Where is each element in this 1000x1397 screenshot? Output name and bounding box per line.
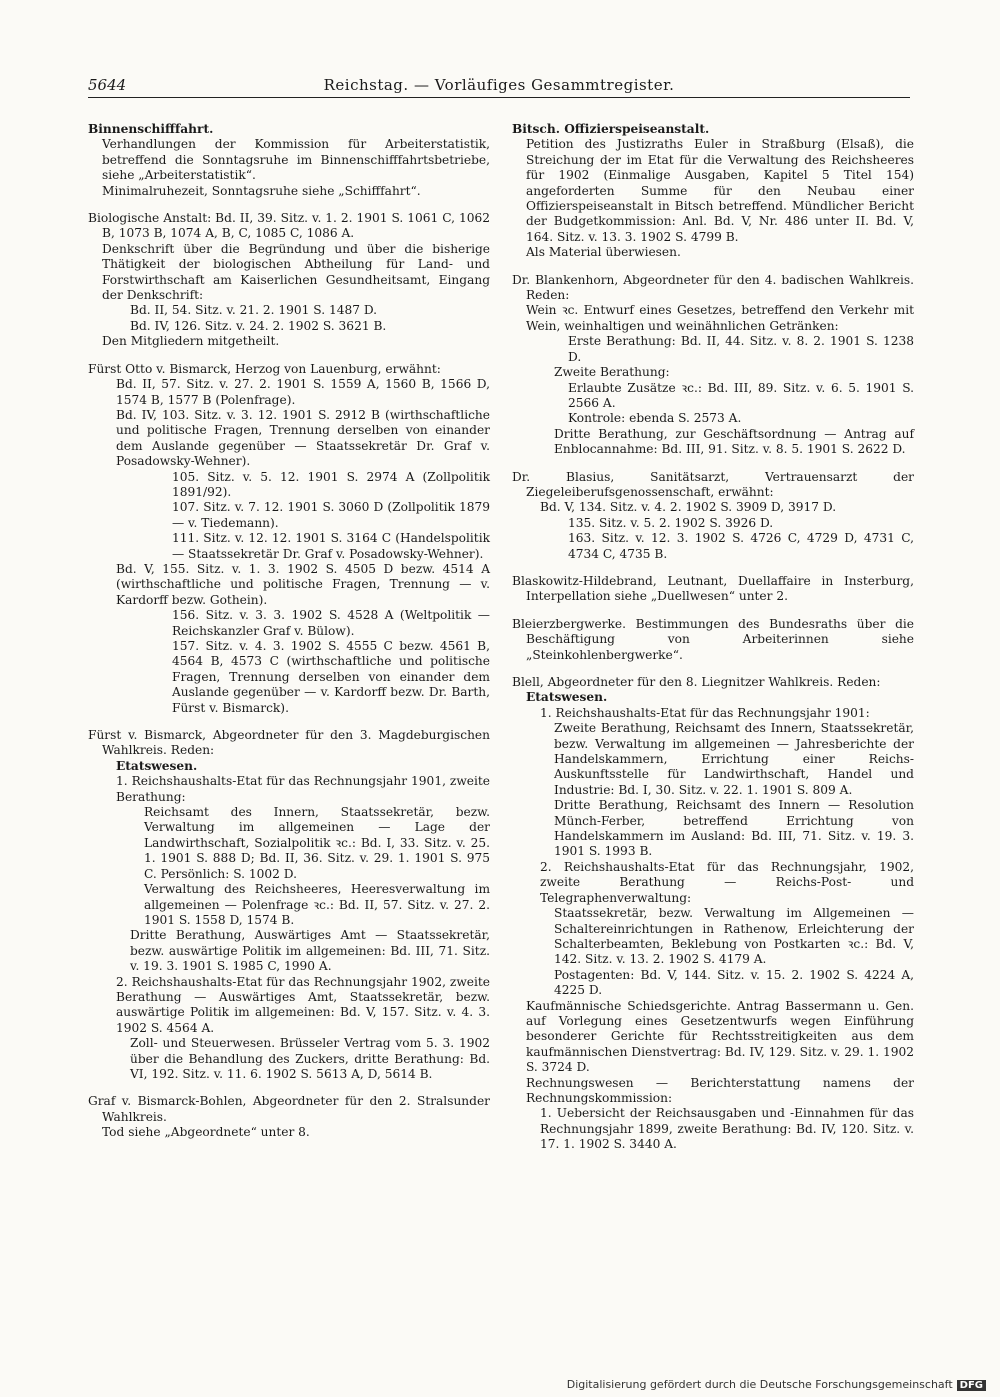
index-entry-line: Etatswesen. xyxy=(116,758,198,773)
index-entry-line: Dritte Berathung, Auswärtiges Amt — Staatssekretär, bezw. auswärtige Politik im allgemeinen: Bd. III, 71. Sitz. v. 19. 3. 1901 S. 1985 C, 1990 A. xyxy=(130,928,490,974)
index-entry-line: Bleierzbergwerke. Bestimmungen des Bundesraths über die Beschäftigung von Arbeiterinnen siehe „Steinkohlenbergwerke“. xyxy=(512,616,914,662)
index-entry-line: Wein ꝛc. Entwurf eines Gesetzes, betreffend den Verkehr mit Wein, weinhaltigen und weinähnlichen Getränken: xyxy=(526,303,914,333)
index-entry-line: Erste Berathung: Bd. II, 44. Sitz. v. 8. 2. 1901 S. 1238 D. xyxy=(568,334,914,364)
header-rule xyxy=(88,97,910,98)
index-entry-line: Rechnungswesen — Berichterstattung namens der Rechnungskommission: xyxy=(526,1075,914,1105)
index-entry-line: Biologische Anstalt: Bd. II, 39. Sitz. v. 1. 2. 1901 S. 1061 C, 1062 B, 1073 B, 1074 A, B, C, 1085 C, 1086 A. xyxy=(88,211,490,241)
index-entry-line: Verhandlungen der Kommission für Arbeiterstatistik, betreffend die Sonntagsruhe im Binnenschifffahrtsbetriebe, siehe „Arbeiterstatistik“. xyxy=(102,137,490,183)
index-entry-line: Binnenschifffahrt. xyxy=(88,122,214,136)
index-entry-line: Postagenten: Bd. V, 144. Sitz. v. 15. 2. 1902 S. 4224 A, 4225 D. xyxy=(554,967,914,998)
footer-text: Digitalisierung gefördert durch die Deutsche Forschungsgemeinschaft xyxy=(566,1378,953,1391)
index-entry-line: Den Mitgliedern mitgetheilt. xyxy=(102,334,280,349)
index-entry-line: Als Material überwiesen. xyxy=(526,245,681,260)
index-entry-line: 135. Sitz. v. 5. 2. 1902 S. 3926 D. xyxy=(568,515,774,530)
index-entry-line: Kontrole: ebenda S. 2573 A. xyxy=(568,411,742,426)
index-entry-line: Bd. II, 57. Sitz. v. 27. 2. 1901 S. 1559 A, 1560 B, 1566 D, 1574 B, 1577 B (Polenfrage). xyxy=(116,377,490,407)
footer-credit xyxy=(567,1378,986,1391)
index-entry-line: Reichsamt des Innern, Staatssekretär, bezw. Verwaltung im allgemeinen — Lage der Landwirthschaft, Sozialpolitik ꝛc.: Bd. I, 33. Sitz. v. 25. 1. 1901 S. 888 D; Bd. II, 36. Sitz. v. 29. 1. 1901 S. 975 C. Persönlich: S. 1002 D. xyxy=(144,805,490,881)
index-entry-line: Bd. IV, 103. Sitz. v. 3. 12. 1901 S. 2912 B (wirthschaftliche und politische Fragen, Trennung derselben von einander dem Auslande gegenüber — Staatssekretär Dr. Graf v. Posadowsky-Wehner). xyxy=(116,407,490,469)
dfg-logo: DFG xyxy=(957,1380,986,1391)
index-entry-line: Minimalruhezeit, Sonntagsruhe siehe „Schifffahrt“. xyxy=(102,183,421,198)
index-entry-line: Zweite Berathung: xyxy=(554,365,670,380)
index-entry-line: Graf v. Bismarck-Bohlen, Abgeordneter für den 2. Stralsunder Wahlkreis. xyxy=(88,1094,490,1124)
index-entry-line: Dritte Berathung, zur Geschäftsordnung — Antrag auf Enblocannahme: Bd. III, 91. Sitz. v. 8. 5. 1901 S. 2622 D. xyxy=(554,426,914,457)
index-entry-line: Bd. IV, 126. Sitz. v. 24. 2. 1902 S. 3621 B. xyxy=(130,318,387,333)
index-entry-line: 1. Reichshaushalts-Etat für das Rechnungsjahr 1901, zweite Berathung: xyxy=(116,774,490,804)
index-entry-line: Tod siehe „Abgeordnete“ unter 8. xyxy=(102,1125,310,1140)
index-entry-line: Petition des Justizraths Euler in Straßburg (Elsaß), die Streichung der im Etat für die Verwaltung des Reichsheeres für 1902 (Einmalige Ausgaben, Kapitel 5 Titel 154) angeforderten Summe für den Neubau einer Offizierspeiseanstalt in Bitsch betreffend. Mündlicher Bericht der Budgetkommission: Anl. Bd. V, Nr. 486 unter II. Bd. V, 164. Sitz. v. 13. 3. 1902 S. 4799 B. xyxy=(526,137,914,244)
index-entry-line: 1. Uebersicht der Reichsausgaben und -Einnahmen für das Rechnungsjahr 1899, zweite Berathung: Bd. IV, 120. Sitz. v. 17. 1. 1902 S. 3440 A. xyxy=(540,1106,914,1152)
left-column xyxy=(88,122,490,1141)
index-entry-line: Dr. Blasius, Sanitätsarzt, Vertrauensarzt der Ziegeleiberufsgenossenschaft, erwähnt: xyxy=(512,469,914,499)
index-entry-line: 105. Sitz. v. 5. 12. 1901 S. 2974 A (Zollpolitik 1891/92). xyxy=(172,469,490,499)
index-entry-line: Zweite Berathung, Reichsamt des Innern, Staatssekretär, bezw. Verwaltung im allgemeinen — Jahresberichte der Handelskammern, Errichtung einer Reichs-Auskunftsstelle für Landwirthschaft, Handel und Industrie: Bd. I, 30. Sitz. v. 22. 1. 1901 S. 809 A. xyxy=(554,721,914,797)
index-entry-line: 111. Sitz. v. 12. 12. 1901 S. 3164 C (Handelspolitik — Staatssekretär Dr. Graf v. Posadowsky-Wehner). xyxy=(172,531,490,561)
index-entry-line: Blell, Abgeordneter für den 8. Liegnitzer Wahlkreis. Reden: xyxy=(512,675,881,689)
index-entry-line: Blaskowitz-Hildebrand, Leutnant, Duellaffaire in Insterburg, Interpellation siehe „Duellwesen“ unter 2. xyxy=(512,573,914,604)
index-entry-line: 2. Reichshaushalts-Etat für das Rechnungsjahr, 1902, zweite Berathung — Reichs-Post- und Telegraphenverwaltung: xyxy=(540,859,914,905)
index-entry-line: Fürst v. Bismarck, Abgeordneter für den 3. Magdeburgischen Wahlkreis. Reden: xyxy=(88,728,490,758)
index-entry-line: Fürst Otto v. Bismarck, Herzog von Lauenburg, erwähnt: xyxy=(88,361,441,376)
index-entry-line: Denkschrift über die Begründung und über die bisherige Thätigkeit der biologischen Abtheilung für Land- und Forstwirthschaft am Kaiserlichen Gesundheitsamt, Eingang der Denkschrift: xyxy=(102,241,490,303)
index-entry-line: 156. Sitz. v. 3. 3. 1902 S. 4528 A (Weltpolitik — Reichskanzler Graf v. Bülow). xyxy=(172,608,490,638)
index-entry-line: Verwaltung des Reichsheeres, Heeresverwaltung im allgemeinen — Polenfrage ꝛc.: Bd. II, 57. Sitz. v. 27. 2. 1901 S. 1558 D, 1574 B. xyxy=(144,882,490,927)
index-entry-line: Bitsch. Offizierspeiseanstalt. xyxy=(512,122,710,136)
index-entry-line: Etatswesen. xyxy=(526,690,608,705)
index-entry-line: 163. Sitz. v. 12. 3. 1902 S. 4726 C, 4729 D, 4731 C, 4734 C, 4735 B. xyxy=(568,531,914,561)
index-entry-line: 107. Sitz. v. 7. 12. 1901 S. 3060 D (Zollpolitik 1879 — v. Tiedemann). xyxy=(172,500,490,530)
index-entry-line: Bd. V, 134. Sitz. v. 4. 2. 1902 S. 3909 D, 3917 D. xyxy=(540,500,837,515)
index-entry-line: Bd. V, 155. Sitz. v. 1. 3. 1902 S. 4505 D bezw. 4514 A (wirthschaftliche und politische Fragen, Trennung — v. Kardorff bezw. Gothein). xyxy=(116,561,490,607)
index-entry-line: Dritte Berathung, Reichsamt des Innern — Resolution Münch-Ferber, betreffend Errichtung von Handelskammern im Ausland: Bd. III, 71. Sitz. v. 19. 3. 1901 S. 1993 B. xyxy=(554,798,914,859)
index-entry-line: 157. Sitz. v. 4. 3. 1902 S. 4555 C bezw. 4561 B, 4564 B, 4573 C (wirthschaftliche und politische Fragen, Trennung derselben von einander dem Auslande gegenüber — v. Kardorff bezw. Dr. Barth, Fürst v. Bismarck). xyxy=(172,639,490,715)
index-entry-line: Erlaubte Zusätze ꝛc.: Bd. III, 89. Sitz. v. 6. 5. 1901 S. 2566 A. xyxy=(568,380,914,410)
index-entry-line: Kaufmännische Schiedsgerichte. Antrag Bassermann u. Gen. auf Vorlegung eines Gesetzentwurfs wegen Einführung besonderer Gerichte für Rechtsstreitigkeiten aus dem kaufmännischen Dienstvertrag: Bd. IV, 129. Sitz. v. 29. 1. 1902 S. 3724 D. xyxy=(526,998,914,1075)
right-column xyxy=(512,122,914,1153)
index-entry-line: Bd. II, 54. Sitz. v. 21. 2. 1901 S. 1487 D. xyxy=(130,303,378,318)
index-entry-line: Dr. Blankenhorn, Abgeordneter für den 4. badischen Wahlkreis. Reden: xyxy=(512,272,914,303)
page-header xyxy=(88,76,910,98)
index-entry-line: Zoll- und Steuerwesen. Brüsseler Vertrag vom 5. 3. 1902 über die Behandlung des Zuckers, dritte Berathung: Bd. VI, 192. Sitz. v. 11. 6. 1902 S. 5613 A, D, 5614 B. xyxy=(130,1036,490,1081)
index-entry-line: 1. Reichshaushalts-Etat für das Rechnungsjahr 1901: xyxy=(540,705,870,720)
index-entry-line: 2. Reichshaushalts-Etat für das Rechnungsjahr 1902, zweite Berathung — Auswärtiges Amt, Staatssekretär, bezw. auswärtige Politik im allgemeinen: Bd. V, 157. Sitz. v. 4. 3. 1902 S. 4564 A. xyxy=(116,974,490,1035)
page-number: 5644 xyxy=(88,76,127,94)
page-title: Reichstag. — Vorläufiges Gesammtregister. xyxy=(323,76,675,94)
index-entry-line: Staatssekretär, bezw. Verwaltung im Allgemeinen — Schaltereinrichtungen in Rathenow, Erleichterung der Schalterbeamten, Beklebung von Postkarten ꝛc.: Bd. V, 142. Sitz. v. 13. 2. 1902 S. 4179 A. xyxy=(554,906,914,967)
